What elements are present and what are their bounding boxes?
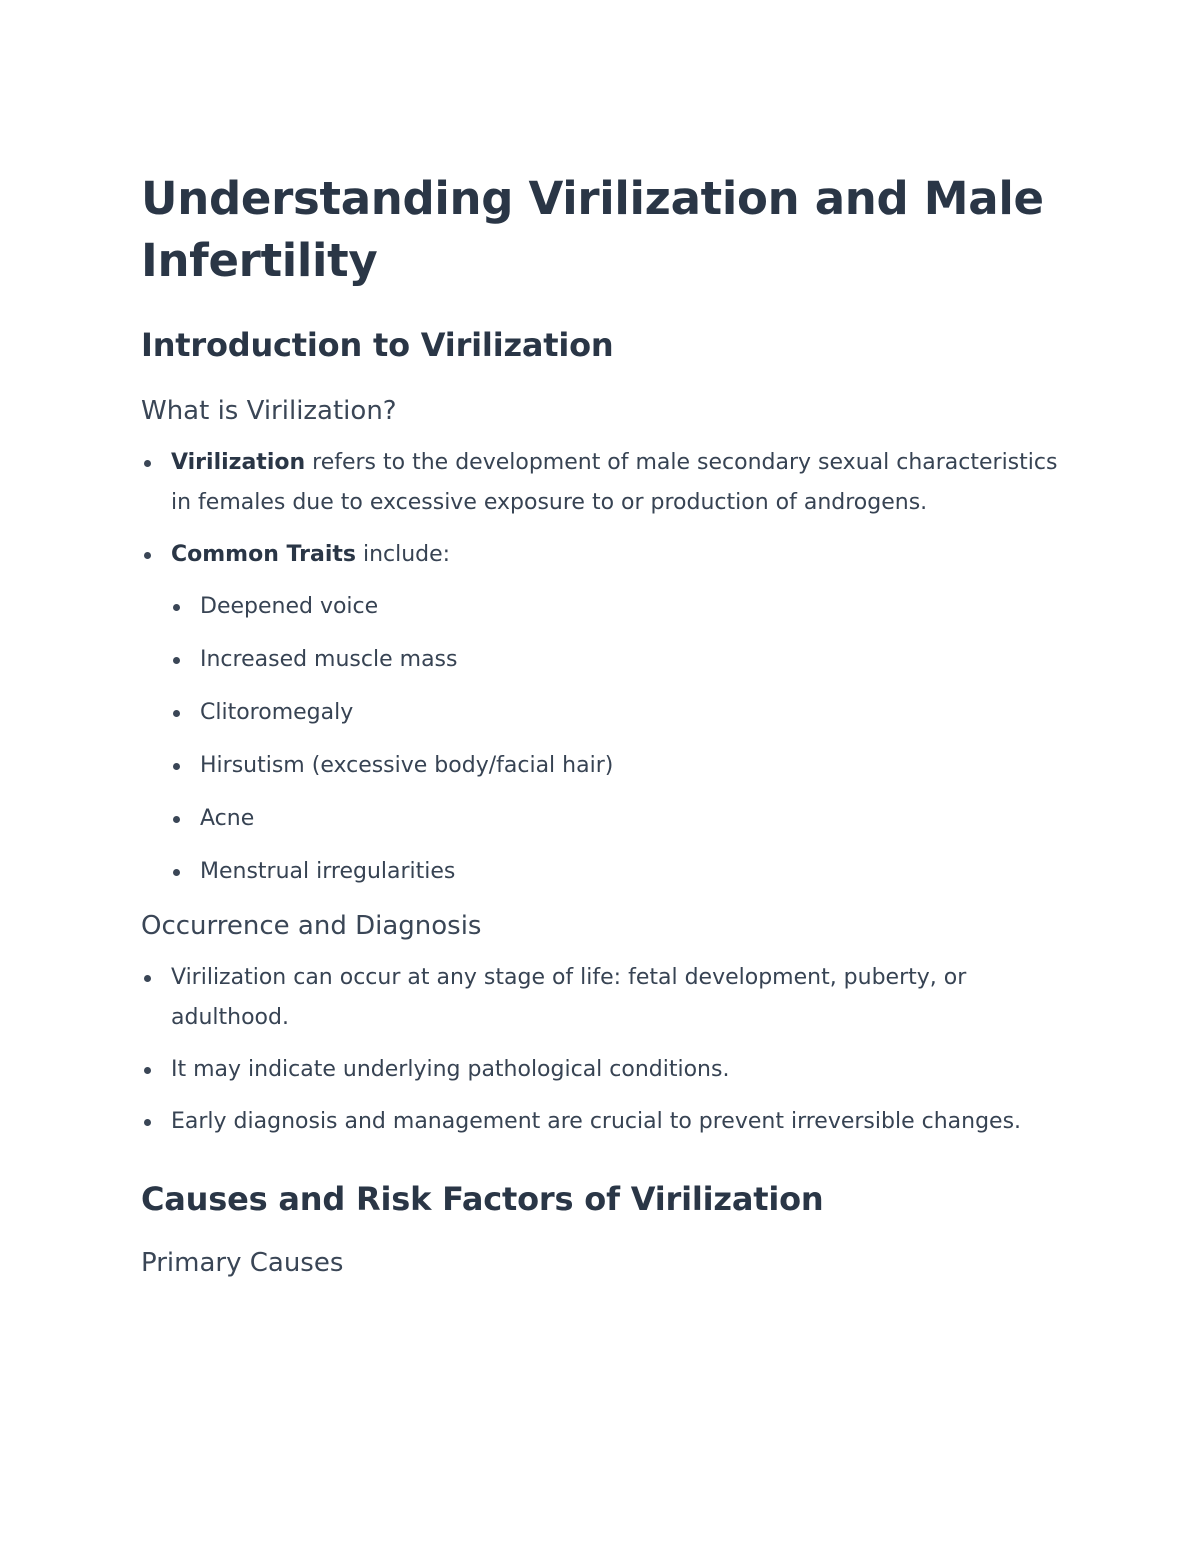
occurrence-text: Early diagnosis and management are crucial to prevent irreversible changes.	[171, 1109, 1022, 1134]
document-page	[141, 168, 1081, 1281]
list-item-trait	[141, 746, 1081, 786]
bullet-icon	[144, 975, 151, 982]
bullet-icon	[173, 710, 180, 717]
list-item-trait	[141, 852, 1081, 892]
bullet-icon	[144, 552, 151, 559]
occurrence-text: It may indicate underlying pathological conditions.	[171, 1057, 730, 1082]
list-item-trait	[141, 799, 1081, 839]
occurrence-text: Virilization can occur at any stage of life: fetal development, puberty, or adulthood.	[171, 965, 967, 1030]
definition-list	[141, 443, 1081, 892]
list-item-common-traits	[141, 535, 1081, 892]
trait-text: Deepened voice	[200, 594, 379, 619]
subsection-heading-what-is: What is Virilization?	[141, 396, 397, 426]
occurrence-list	[141, 958, 1081, 1142]
term-common-traits: Common Traits	[171, 542, 356, 567]
trait-text: Acne	[200, 806, 255, 831]
list-item-trait	[141, 693, 1081, 733]
definition-text: refers to the development of male secondary sexual characteristics in females due to excessive exposure to or production of androgens.	[171, 450, 1058, 515]
trait-text: Increased muscle mass	[200, 647, 458, 672]
list-item-occurrence	[141, 1050, 1081, 1090]
traits-list	[141, 587, 1081, 892]
bullet-icon	[144, 460, 151, 467]
section-heading-introduction: Introduction to Virilization	[141, 326, 614, 364]
common-traits-text: include:	[355, 542, 451, 567]
list-item-occurrence	[141, 1102, 1081, 1142]
list-item-trait	[141, 640, 1081, 680]
list-item-occurrence	[141, 958, 1081, 1038]
bullet-icon	[144, 1119, 151, 1126]
bullet-icon	[173, 763, 180, 770]
bullet-icon	[173, 816, 180, 823]
subsection-heading-primary-causes: Primary Causes	[141, 1248, 344, 1278]
section-heading-causes: Causes and Risk Factors of Virilization	[141, 1180, 824, 1218]
trait-text: Clitoromegaly	[200, 700, 354, 725]
bullet-icon	[144, 1067, 151, 1074]
document-title: Understanding Virilization and Male Infertility	[141, 172, 1044, 287]
list-item-trait	[141, 587, 1081, 627]
trait-text: Hirsutism (excessive body/facial hair)	[200, 753, 614, 778]
trait-text: Menstrual irregularities	[200, 859, 456, 884]
bullet-icon	[173, 657, 180, 664]
term-virilization: Virilization	[171, 450, 306, 475]
bullet-icon	[173, 869, 180, 876]
bullet-icon	[173, 604, 180, 611]
subsection-heading-occurrence: Occurrence and Diagnosis	[141, 911, 482, 941]
list-item-definition	[141, 443, 1081, 523]
